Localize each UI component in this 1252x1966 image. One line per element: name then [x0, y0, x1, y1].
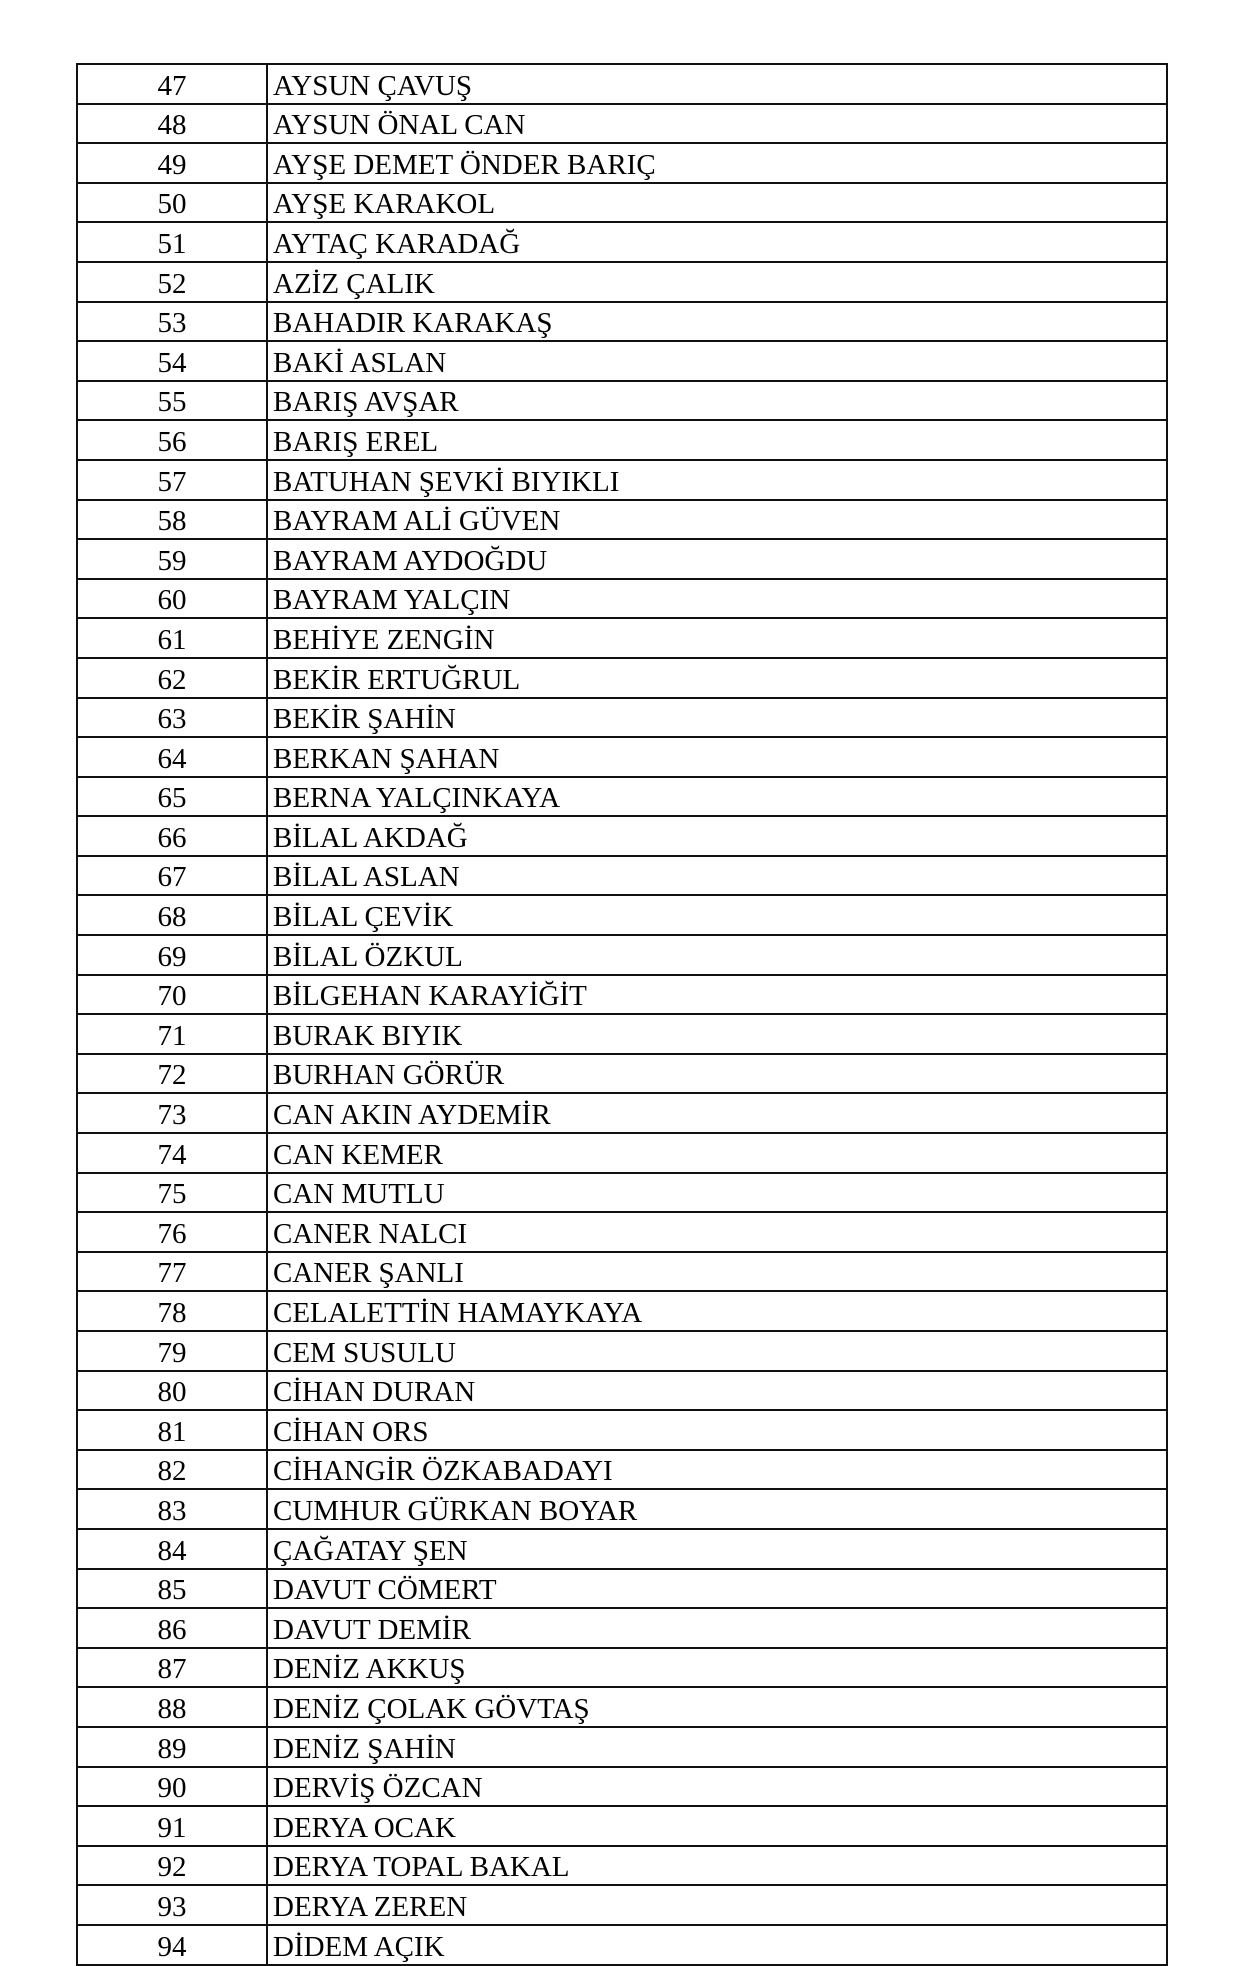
row-number-cell: 87 [77, 1648, 267, 1688]
person-name-cell: CAN AKIN AYDEMİR [267, 1093, 1167, 1133]
table-row [77, 539, 1167, 579]
table-row [77, 1648, 1167, 1688]
table-row [77, 302, 1167, 342]
row-number-cell: 52 [77, 262, 267, 302]
person-name-cell: BURAK BIYIK [267, 1014, 1167, 1054]
person-name-cell: AYTAÇ KARADAĞ [267, 222, 1167, 262]
table-row [77, 262, 1167, 302]
person-name-cell: BERKAN ŞAHAN [267, 737, 1167, 777]
table-row [77, 1450, 1167, 1490]
row-number-cell: 94 [77, 1925, 267, 1965]
person-name-cell: CELALETTİN HAMAYKAYA [267, 1291, 1167, 1331]
person-name-cell: CİHAN ORS [267, 1410, 1167, 1450]
person-name-cell: BİLAL ASLAN [267, 856, 1167, 896]
row-number-cell: 73 [77, 1093, 267, 1133]
person-name-cell: DENİZ ŞAHİN [267, 1727, 1167, 1767]
person-name-cell: DERYA OCAK [267, 1806, 1167, 1846]
row-number-cell: 65 [77, 777, 267, 817]
row-number-cell: 83 [77, 1489, 267, 1529]
row-number-cell: 79 [77, 1331, 267, 1371]
row-number-cell: 50 [77, 183, 267, 223]
person-name-cell: BİLAL AKDAĞ [267, 816, 1167, 856]
person-name-cell: BİLGEHAN KARAYİĞİT [267, 975, 1167, 1015]
table-row [77, 143, 1167, 183]
person-name-cell: AYŞE KARAKOL [267, 183, 1167, 223]
table-row [77, 975, 1167, 1015]
table-row [77, 777, 1167, 817]
person-name-cell: BATUHAN ŞEVKİ BIYIKLI [267, 460, 1167, 500]
row-number-cell: 62 [77, 658, 267, 698]
row-number-cell: 70 [77, 975, 267, 1015]
table-body [77, 64, 1167, 1965]
person-name-cell: DAVUT DEMİR [267, 1608, 1167, 1648]
row-number-cell: 75 [77, 1173, 267, 1213]
table-row [77, 500, 1167, 540]
table-row [77, 1489, 1167, 1529]
row-number-cell: 66 [77, 816, 267, 856]
person-name-cell: AYSUN ÇAVUŞ [267, 64, 1167, 104]
person-name-cell: CİHAN DURAN [267, 1371, 1167, 1411]
person-name-cell: DAVUT CÖMERT [267, 1569, 1167, 1609]
person-name-cell: CEM SUSULU [267, 1331, 1167, 1371]
table-row [77, 1925, 1167, 1965]
row-number-cell: 67 [77, 856, 267, 896]
table-row [77, 1291, 1167, 1331]
table-row [77, 1727, 1167, 1767]
person-name-cell: BURHAN GÖRÜR [267, 1054, 1167, 1094]
person-name-cell: BARIŞ EREL [267, 420, 1167, 460]
table-row [77, 1133, 1167, 1173]
table-row [77, 1252, 1167, 1292]
person-name-cell: BAYRAM AYDOĞDU [267, 539, 1167, 579]
table-row [77, 856, 1167, 896]
person-name-cell: BİLAL ÖZKUL [267, 935, 1167, 975]
table-row [77, 460, 1167, 500]
table-row [77, 64, 1167, 104]
row-number-cell: 60 [77, 579, 267, 619]
person-name-cell: BAYRAM YALÇIN [267, 579, 1167, 619]
row-number-cell: 71 [77, 1014, 267, 1054]
row-number-cell: 54 [77, 341, 267, 381]
table-row [77, 1608, 1167, 1648]
person-name-cell: DERYA TOPAL BAKAL [267, 1846, 1167, 1886]
table-row [77, 618, 1167, 658]
row-number-cell: 69 [77, 935, 267, 975]
person-name-cell: DERYA ZEREN [267, 1885, 1167, 1925]
table-row [77, 1767, 1167, 1807]
name-list-table [76, 63, 1168, 1966]
table-row [77, 737, 1167, 777]
person-name-cell: BARIŞ AVŞAR [267, 381, 1167, 421]
table-row [77, 935, 1167, 975]
person-name-cell: CUMHUR GÜRKAN BOYAR [267, 1489, 1167, 1529]
person-name-cell: DİDEM AÇIK [267, 1925, 1167, 1965]
table-row [77, 1212, 1167, 1252]
row-number-cell: 92 [77, 1846, 267, 1886]
person-name-cell: AZİZ ÇALIK [267, 262, 1167, 302]
table-row [77, 1687, 1167, 1727]
table-row [77, 816, 1167, 856]
row-number-cell: 49 [77, 143, 267, 183]
person-name-cell: BAHADIR KARAKAŞ [267, 302, 1167, 342]
row-number-cell: 47 [77, 64, 267, 104]
row-number-cell: 76 [77, 1212, 267, 1252]
row-number-cell: 55 [77, 381, 267, 421]
row-number-cell: 90 [77, 1767, 267, 1807]
row-number-cell: 78 [77, 1291, 267, 1331]
table-row [77, 1569, 1167, 1609]
person-name-cell: BEKİR ERTUĞRUL [267, 658, 1167, 698]
person-name-cell: BAKİ ASLAN [267, 341, 1167, 381]
table-row [77, 222, 1167, 262]
table-row [77, 341, 1167, 381]
row-number-cell: 88 [77, 1687, 267, 1727]
person-name-cell: CANER NALCI [267, 1212, 1167, 1252]
table-row [77, 1529, 1167, 1569]
row-number-cell: 91 [77, 1806, 267, 1846]
person-name-cell: CAN KEMER [267, 1133, 1167, 1173]
row-number-cell: 93 [77, 1885, 267, 1925]
table-row [77, 1093, 1167, 1133]
row-number-cell: 63 [77, 698, 267, 738]
row-number-cell: 86 [77, 1608, 267, 1648]
person-name-cell: CİHANGİR ÖZKABADAYI [267, 1450, 1167, 1490]
person-name-cell: BERNA YALÇINKAYA [267, 777, 1167, 817]
person-name-cell: AYSUN ÖNAL CAN [267, 104, 1167, 144]
person-name-cell: AYŞE DEMET ÖNDER BARIÇ [267, 143, 1167, 183]
person-name-cell: BEHİYE ZENGİN [267, 618, 1167, 658]
row-number-cell: 61 [77, 618, 267, 658]
row-number-cell: 72 [77, 1054, 267, 1094]
row-number-cell: 48 [77, 104, 267, 144]
row-number-cell: 64 [77, 737, 267, 777]
row-number-cell: 57 [77, 460, 267, 500]
table-row [77, 895, 1167, 935]
row-number-cell: 84 [77, 1529, 267, 1569]
row-number-cell: 51 [77, 222, 267, 262]
row-number-cell: 56 [77, 420, 267, 460]
row-number-cell: 82 [77, 1450, 267, 1490]
table-row [77, 698, 1167, 738]
person-name-cell: CAN MUTLU [267, 1173, 1167, 1213]
person-name-cell: CANER ŞANLI [267, 1252, 1167, 1292]
table-row [77, 1806, 1167, 1846]
person-name-cell: DENİZ AKKUŞ [267, 1648, 1167, 1688]
person-name-cell: BAYRAM ALİ GÜVEN [267, 500, 1167, 540]
person-name-cell: DENİZ ÇOLAK GÖVTAŞ [267, 1687, 1167, 1727]
row-number-cell: 74 [77, 1133, 267, 1173]
row-number-cell: 89 [77, 1727, 267, 1767]
person-name-cell: DERVİŞ ÖZCAN [267, 1767, 1167, 1807]
table-row [77, 1846, 1167, 1886]
row-number-cell: 58 [77, 500, 267, 540]
row-number-cell: 53 [77, 302, 267, 342]
table-row [77, 1410, 1167, 1450]
table-row [77, 1371, 1167, 1411]
row-number-cell: 77 [77, 1252, 267, 1292]
person-name-cell: ÇAĞATAY ŞEN [267, 1529, 1167, 1569]
row-number-cell: 85 [77, 1569, 267, 1609]
table-row [77, 658, 1167, 698]
row-number-cell: 68 [77, 895, 267, 935]
table-row [77, 381, 1167, 421]
person-name-cell: BİLAL ÇEVİK [267, 895, 1167, 935]
row-number-cell: 80 [77, 1371, 267, 1411]
row-number-cell: 59 [77, 539, 267, 579]
row-number-cell: 81 [77, 1410, 267, 1450]
table-row [77, 1014, 1167, 1054]
table-row [77, 104, 1167, 144]
person-name-cell: BEKİR ŞAHİN [267, 698, 1167, 738]
table-row [77, 1885, 1167, 1925]
table-row [77, 420, 1167, 460]
table-row [77, 1331, 1167, 1371]
table-row [77, 1173, 1167, 1213]
table-row [77, 1054, 1167, 1094]
table-row [77, 579, 1167, 619]
table-row [77, 183, 1167, 223]
